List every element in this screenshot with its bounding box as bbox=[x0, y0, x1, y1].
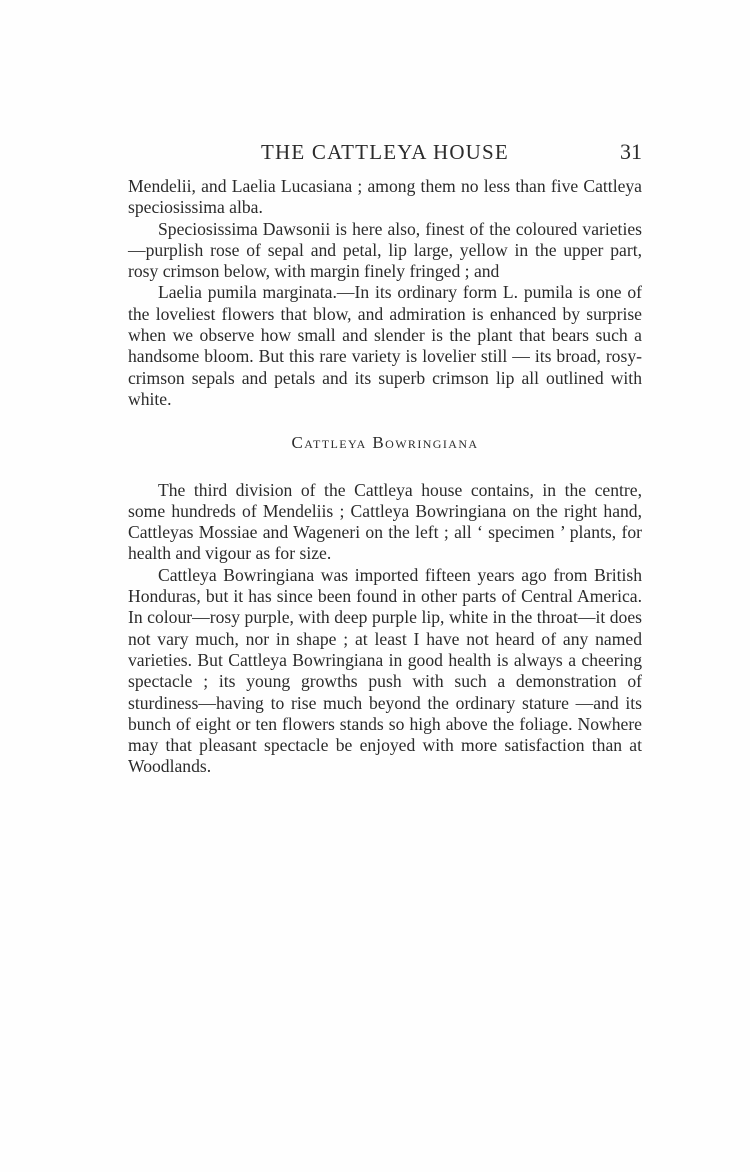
paragraph-5: Cattleya Bowringiana was imported fifteen years ago from British Honduras, but it has since been found in other parts of Central America. In colour—rosy purple, with deep purple lip, white in the throat—it does not vary much, nor in shape ; at least I have not heard of any named varieties. But Cattleya Bowringiana in good health is always a cheering spectacle ; its young growths push with such a demonstration of sturdiness—having to rise much beyond the ordinary stature —and its bunch of eight or ten flowers stands so high above the foliage. Nowhere may that pleasant spectacle be enjoyed with more satisfaction than at Woodlands. bbox=[128, 564, 642, 777]
paragraph-4: The third division of the Cattleya house contains, in the centre, some hundreds of Mendeliis ; Cattleya Bowringiana on the right hand, Cattleyas Mossiae and Wageneri on the left ; all ‘ specimen ’ plants, for health and vigour as for size. bbox=[128, 479, 642, 564]
running-title: THE CATTLEYA HOUSE bbox=[261, 140, 509, 164]
page-number: 31 bbox=[620, 139, 642, 164]
body-text bbox=[128, 176, 642, 778]
section-heading: Cattleya Bowringiana bbox=[291, 433, 479, 453]
paragraph-1: Mendelii, and Laelia Lucasiana ; among them no less than five Cattleya speciosissima alba. bbox=[128, 176, 642, 218]
running-head bbox=[128, 140, 642, 166]
paragraph-2: Speciosissima Dawsonii is here also, finest of the coloured varieties—purplish rose of sepal and petal, lip large, yellow in the upper part, rosy crimson below, with margin finely fringed ; and bbox=[128, 218, 642, 282]
paragraph-3: Laelia pumila marginata.—In its ordinary form L. pumila is one of the loveliest flowers that blow, and admiration is enhanced by surprise when we observe how small and slender is the plant that bears such a handsome bloom. But this rare variety is lovelier still — its broad, rosy-crimson sepals and petals and its superb crimson lip all outlined with white. bbox=[128, 282, 642, 409]
